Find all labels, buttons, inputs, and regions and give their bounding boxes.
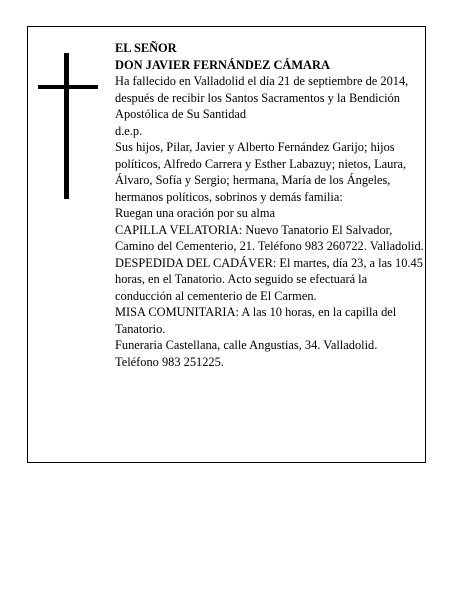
funeral-home-info: Funeraria Castellana, calle Angustias, 34. Valladolid. Teléfono 983 251225. [115,338,378,369]
funeral-farewell-info: DESPEDIDA DEL CADÁVER: El martes, día 23, a las 10.45 horas, en el Tanatorio. Acto seguido se efectuará la conducción al cementerio de El Carmen. [115,255,423,303]
cross-icon [38,53,98,199]
wake-chapel-info: CAPILLA VELATORIA: Nuevo Tanatorio El Salvador, Camino del Cementerio, 21. Teléfono 983 260722. Valladolid. [115,222,424,253]
deceased-name: DON JAVIER FERNÁNDEZ CÁMARA [115,57,330,72]
heading-line-1: EL SEÑOR [115,41,177,55]
notice-text [115,40,424,370]
death-announcement: Ha fallecido en Valladolid el día 21 de septiembre de 2014, después de recibir los Santos Sacramentos y la Bendición Apostólica de Su Santidad [115,74,409,121]
prayer-request: Ruegan una oración por su alma [115,206,275,220]
rip-abbreviation: d.e.p. [115,123,143,138]
family-list: Sus hijos, Pilar, Javier y Alberto Fernández Garijo; hijos políticos, Alfredo Carrera y Esther Labazuy; nietos, Laura, Álvaro, Sofía y Sergio; hermana, María de los Ángeles, hermanos políticos, sobrinos y demás familia: [115,140,407,204]
obituary-notice [27,26,426,463]
community-mass-info: MISA COMUNITARIA: A las 10 horas, en la capilla del Tanatorio. [115,305,397,336]
